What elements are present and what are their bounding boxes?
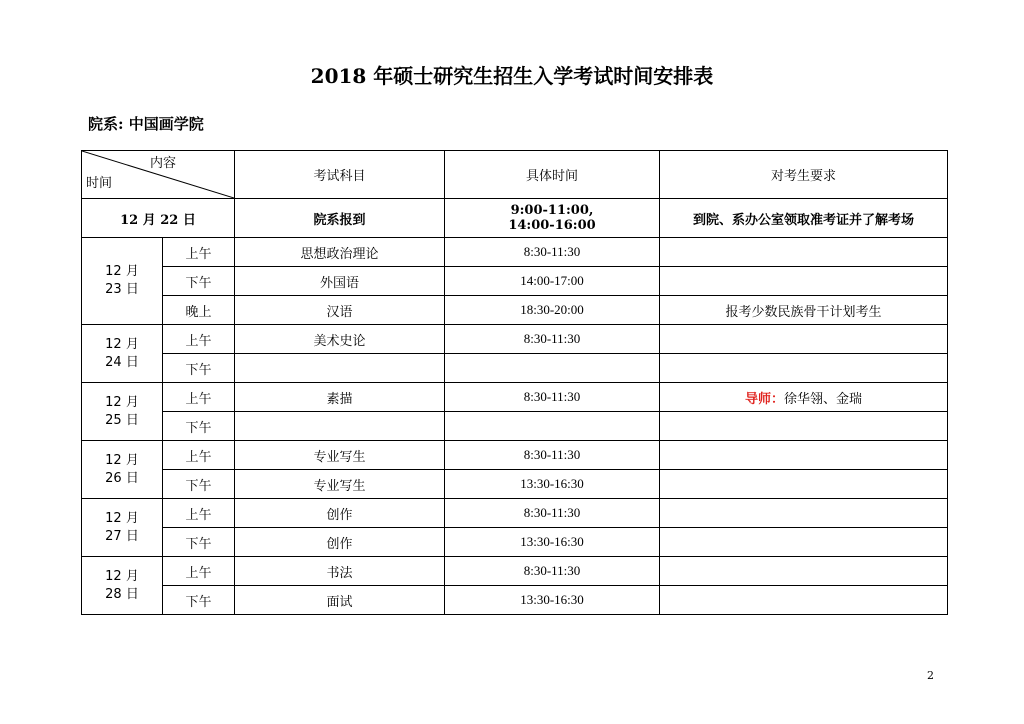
registration-row [82,199,948,238]
registration-time-line1: 9:00-11:00, [510,203,594,218]
date-cell: 12 月 27 日 [82,499,163,557]
table-row [82,470,948,499]
page-title: 2018 年硕士研究生招生入学考试时间安排表 [310,64,714,88]
table-row [82,528,948,557]
subject-cell: 创作 [235,499,445,528]
subject-cell: 面试 [235,586,445,615]
page-number: 2 [927,669,934,682]
table-row [82,499,948,528]
time-cell: 8:30-11:30 [445,557,660,586]
requirement-cell [660,499,948,528]
period-cell: 上午 [163,499,235,528]
period-cell: 上午 [163,238,235,267]
requirement-cell [660,267,948,296]
time-cell: 14:00-17:00 [445,267,660,296]
period-cell: 上午 [163,383,235,412]
header-corner-cell [82,151,235,199]
time-cell: 8:30-11:30 [445,441,660,470]
exam-schedule-table [81,150,948,615]
requirement-cell [660,470,948,499]
advisor-names: 徐华翎、金瑞 [784,391,863,407]
date-cell: 12 月 28 日 [82,557,163,615]
header-time-label: 时间 [86,176,113,191]
department-label: 院系: 中国画学院 [88,115,204,133]
table-row [82,383,948,412]
time-cell: 8:30-11:30 [445,325,660,354]
time-cell: 8:30-11:30 [445,383,660,412]
header-subject: 考试科目 [235,151,445,199]
table-row [82,586,948,615]
period-cell: 下午 [163,470,235,499]
table-row [82,296,948,325]
registration-time [445,199,660,238]
time-cell: 18:30-20:00 [445,296,660,325]
registration-requirement: 到院、系办公室领取准考证并了解考场 [660,199,948,238]
table-row [82,557,948,586]
period-cell: 下午 [163,267,235,296]
subject-cell [235,412,445,441]
requirement-cell [660,383,948,412]
registration-date: 12 月 22 日 [82,199,235,238]
header-requirement: 对考生要求 [660,151,948,199]
table-row [82,441,948,470]
requirement-cell [660,441,948,470]
registration-time-line2: 14:00-16:00 [508,218,596,233]
table-row [82,325,948,354]
requirement-cell [660,354,948,383]
subject-cell: 创作 [235,528,445,557]
subject-cell: 专业写生 [235,470,445,499]
registration-subject: 院系报到 [235,199,445,238]
requirement-cell [660,557,948,586]
time-cell [445,412,660,441]
subject-cell [235,354,445,383]
date-cell: 12 月 26 日 [82,441,163,499]
requirement-cell [660,412,948,441]
time-cell: 8:30-11:30 [445,238,660,267]
period-cell: 上午 [163,441,235,470]
requirement-cell [660,586,948,615]
time-cell: 13:30-16:30 [445,586,660,615]
subject-cell: 美术史论 [235,325,445,354]
subject-cell: 外国语 [235,267,445,296]
period-cell: 下午 [163,354,235,383]
subject-cell: 专业写生 [235,441,445,470]
date-cell: 12 月 25 日 [82,383,163,441]
period-cell: 下午 [163,412,235,441]
subject-cell: 素描 [235,383,445,412]
time-cell [445,354,660,383]
period-cell: 上午 [163,557,235,586]
table-row [82,354,948,383]
requirement-cell [660,325,948,354]
date-cell: 12 月 24 日 [82,325,163,383]
header-time: 具体时间 [445,151,660,199]
time-cell: 13:30-16:30 [445,528,660,557]
table-header-row [82,151,948,199]
requirement-cell: 报考少数民族骨干计划考生 [660,296,948,325]
period-cell: 上午 [163,325,235,354]
table-row [82,267,948,296]
period-cell: 晚上 [163,296,235,325]
subject-cell: 思想政治理论 [235,238,445,267]
requirement-cell [660,238,948,267]
advisor-label: 导师： [744,391,784,407]
period-cell: 下午 [163,528,235,557]
table-row [82,238,948,267]
subject-cell: 书法 [235,557,445,586]
period-cell: 下午 [163,586,235,615]
date-cell: 12 月 23 日 [82,238,163,325]
table-row [82,412,948,441]
requirement-cell [660,528,948,557]
time-cell: 13:30-16:30 [445,470,660,499]
header-content-label: 内容 [149,156,176,171]
subject-cell: 汉语 [235,296,445,325]
time-cell: 8:30-11:30 [445,499,660,528]
